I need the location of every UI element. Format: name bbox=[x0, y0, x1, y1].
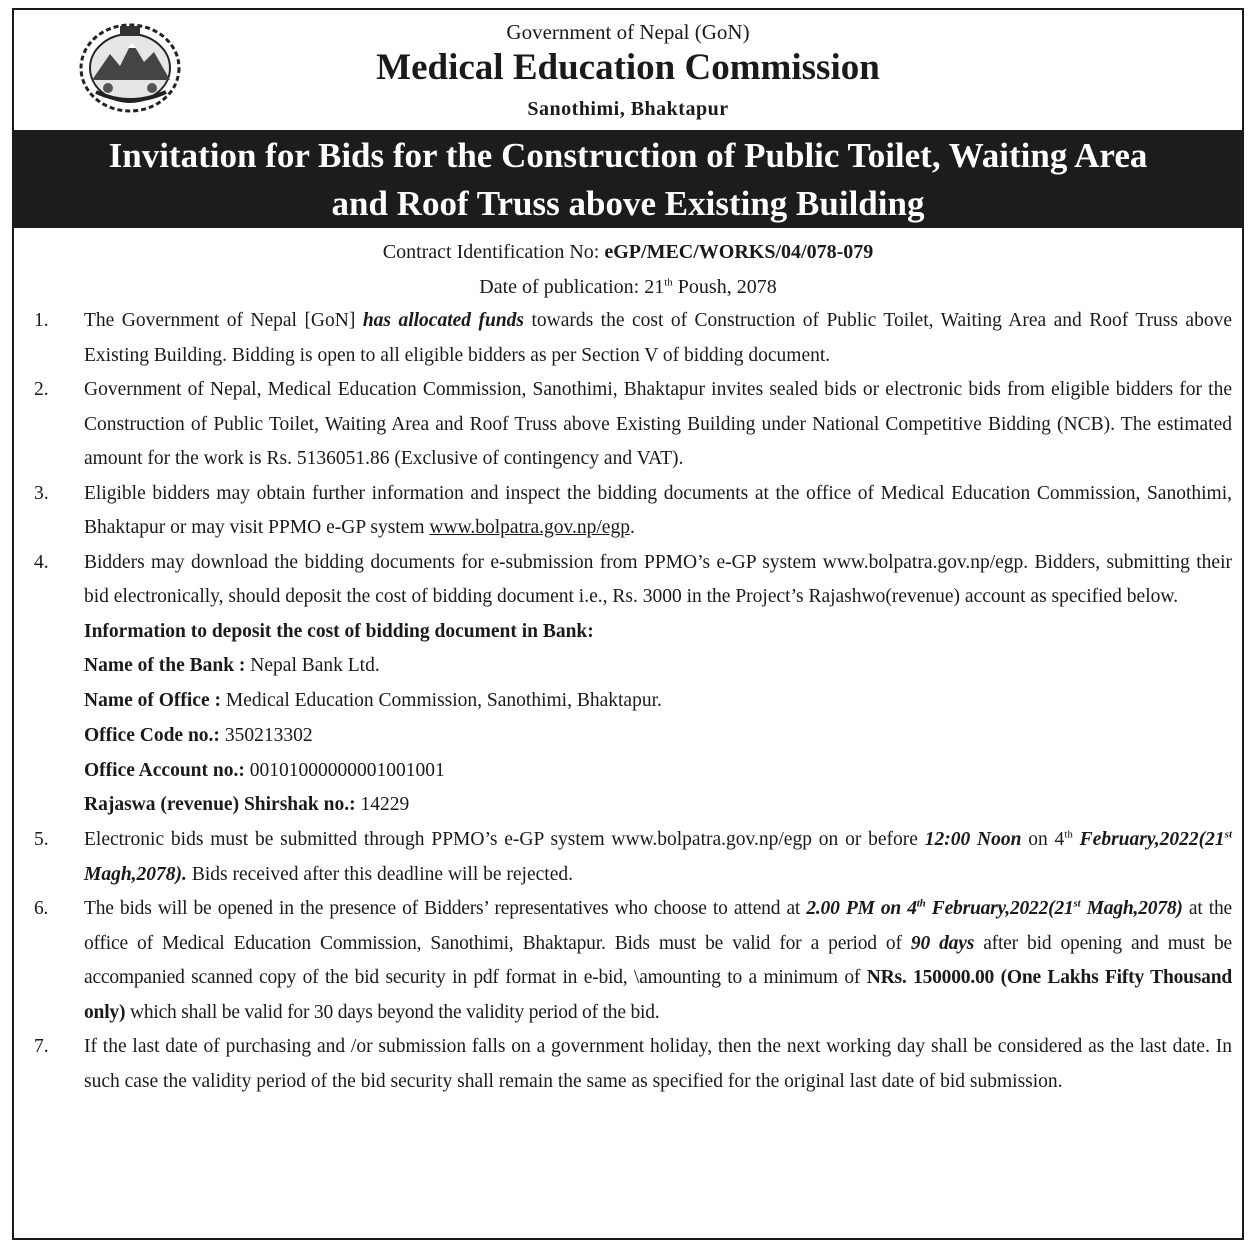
clause-text: towards the cost of Construction of Public Toilet, Waiting Area and Roof Truss above Existing Building. Bidding is open to all eligible bidders as per Section V of bidding document. bbox=[84, 310, 1232, 366]
clause-text: The Government of Nepal [GoN] bbox=[84, 310, 363, 331]
bank-name-label: Name of the Bank : bbox=[84, 655, 246, 677]
clause-text: at the office of Medical Education Commission, Sanothimi, Bhaktapur. Bids must be valid for a period of bbox=[84, 898, 1232, 954]
contract-identification bbox=[14, 239, 1242, 265]
shirshak-label: Rajaswa (revenue) Shirshak no.: bbox=[84, 794, 356, 816]
egp-link[interactable]: www.bolpatra.gov.np/egp bbox=[429, 517, 630, 538]
clause-number: 7. bbox=[34, 1036, 49, 1058]
clause-sup: th bbox=[916, 897, 926, 910]
validity-period: 90 days bbox=[910, 932, 975, 954]
clause-text: on 4 bbox=[1021, 829, 1065, 851]
clause-number: 1. bbox=[34, 310, 49, 331]
clause-emphasis: has allocated funds bbox=[362, 310, 525, 331]
account-value: 00101000000001001001 bbox=[244, 759, 445, 781]
account-label: Office Account no.: bbox=[84, 759, 245, 781]
title-line-2: and Roof Truss above Existing Building bbox=[331, 184, 925, 223]
organization-name: Medical Education Commission bbox=[376, 47, 880, 88]
bank-info bbox=[14, 615, 1242, 824]
bid-notice-page bbox=[12, 8, 1244, 1240]
clause-text: . bbox=[629, 517, 635, 538]
clause-text: Bids received after this deadline will be rejected. bbox=[186, 863, 573, 885]
clause-4 bbox=[14, 546, 1242, 615]
bank-name-value: Nepal Bank Ltd. bbox=[245, 655, 380, 677]
clause-sup: th bbox=[1064, 828, 1073, 841]
clause-number: 2. bbox=[34, 379, 49, 400]
opening-time: 2.00 PM on 4 bbox=[806, 898, 917, 920]
office-code-value: 350213302 bbox=[219, 724, 313, 746]
title-line-1: Invitation for Bids for the Construction of Public Toilet, Waiting Area bbox=[108, 136, 1148, 175]
bid-security-amount: NRs. 150000.00 (One Lakhs Fifty Thousand only) bbox=[84, 967, 1233, 1023]
contract-label: Contract Identification No: bbox=[382, 241, 605, 263]
clause-text: which shall be valid for 30 days beyond the validity period of the bid. bbox=[125, 1001, 660, 1023]
opening-date-nepali: Magh,2078) bbox=[1080, 898, 1183, 920]
clause-number: 6. bbox=[34, 898, 49, 920]
deadline-date-nepali: Magh,2078). bbox=[84, 863, 187, 885]
clause-text: Electronic bids must be submitted through PPMO’s e-GP system www.bolpatra.gov.np/egp on or before bbox=[84, 829, 925, 851]
deadline-time: 12:00 Noon bbox=[924, 829, 1022, 851]
clause-sup: st bbox=[1073, 897, 1081, 910]
publication-date-sup: th bbox=[664, 276, 673, 289]
clause-text: If the last date of purchasing and /or submission falls on a government holiday, then the next working day shall be considered as the last date. In such case the validity period of the bid security shall remain the same as specified for the original last date of bid submission. bbox=[84, 1036, 1232, 1092]
office-code-label: Office Code no.: bbox=[84, 724, 220, 746]
clause-list bbox=[14, 304, 1242, 1099]
shirshak-value: 14229 bbox=[355, 794, 410, 816]
clause-1 bbox=[14, 304, 1242, 373]
publication-date-suffix: Poush, 2078 bbox=[672, 276, 777, 298]
deadline-date: February,2022(21 bbox=[1072, 829, 1225, 851]
clause-number: 4. bbox=[34, 551, 49, 573]
government-line: Government of Nepal (GoN) bbox=[506, 20, 750, 44]
office-name-value: Medical Education Commission, Sanothimi, Bhaktapur. bbox=[220, 690, 662, 712]
organization-location: Sanothimi, Bhaktapur bbox=[527, 98, 729, 120]
publication-date bbox=[14, 274, 1242, 300]
notice-header bbox=[14, 10, 1242, 130]
clause-sup: st bbox=[1224, 828, 1233, 841]
clause-text: Eligible bidders may obtain further information and inspect the bidding documents at the office of Medical Education Commission, Sanothimi, Bhaktapur or may visit PPMO e-GP system bbox=[84, 482, 1232, 538]
notice-title-banner bbox=[14, 130, 1242, 228]
clause-number: 5. bbox=[34, 829, 49, 851]
clause-text: after bid opening and must be accompanied scanned copy of the bid security in pdf format in e-bid, \amounting to a minimum of bbox=[84, 932, 1232, 989]
clause-3 bbox=[14, 477, 1242, 546]
contract-number: eGP/MEC/WORKS/04/078-079 bbox=[604, 241, 874, 263]
office-name-label: Name of Office : bbox=[84, 690, 221, 712]
clause-7 bbox=[14, 1030, 1242, 1099]
opening-date: February,2022(21 bbox=[925, 898, 1074, 920]
publication-date-prefix: Date of publication: 21 bbox=[479, 276, 665, 298]
clause-5 bbox=[14, 823, 1242, 892]
clause-6 bbox=[14, 892, 1242, 1030]
clause-number: 3. bbox=[34, 482, 49, 504]
clause-2 bbox=[14, 373, 1242, 477]
clause-text: The bids will be opened in the presence of Bidders’ representatives who choose to attend at bbox=[84, 898, 807, 920]
bank-info-heading: Information to deposit the cost of bidding document in Bank: bbox=[84, 620, 594, 642]
clause-text: Bidders may download the bidding documents for e-submission from PPMO’s e-GP system www.bolpatra.gov.np/egp. Bidders, submitting their bid electronically, should deposit the cost of bidding document i.e., Rs. 3000 in the Project’s Rajashwo(revenue) account as specified below. bbox=[84, 551, 1232, 607]
clause-text: Government of Nepal, Medical Education Commission, Sanothimi, Bhaktapur invites sealed bids or electronic bids from eligible bidders for the Construction of Public Toilet, Waiting Area and Roof Truss above Existing Building under National Competitive Bidding (NCB). The estimated amount for the work is Rs. 5136051.86 (Exclusive of contingency and VAT). bbox=[84, 379, 1232, 469]
